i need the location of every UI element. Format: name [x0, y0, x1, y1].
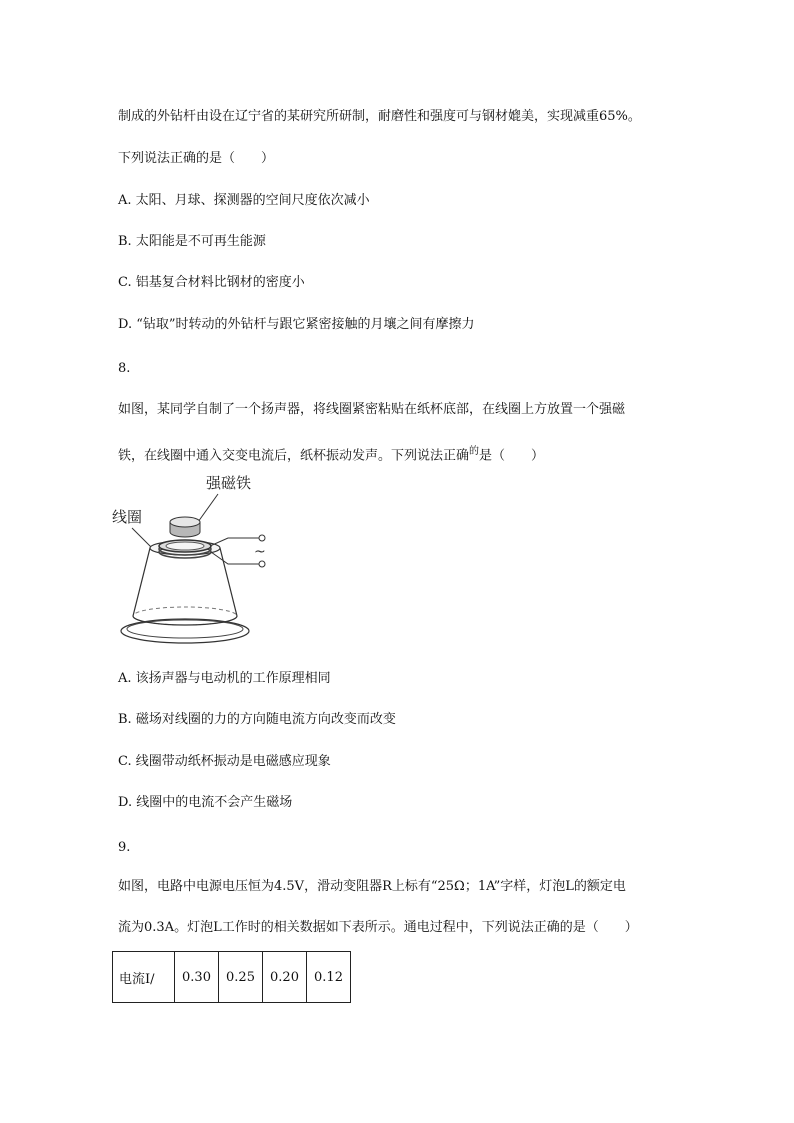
ac-symbol: ~	[254, 544, 266, 560]
q7-option-b: B. 太阳能是不可再生能源	[118, 234, 266, 249]
table-header-current: 电流I/	[113, 952, 175, 1003]
table-cell: 0.30	[175, 952, 219, 1003]
table-cell: 0.25	[219, 952, 263, 1003]
table-cell: 0.12	[307, 952, 351, 1003]
table-cell: 0.20	[263, 952, 307, 1003]
q8-option-c: C. 线圈带动纸杯振动是电磁感应现象	[118, 754, 331, 769]
q7-option-d: D. “钻取”时转动的外钻杆与跟它紧密接触的月壤之间有摩擦力	[118, 317, 475, 332]
q8-option-b: B. 磁场对线圈的力的方向随电流方向改变而改变	[118, 712, 396, 727]
q9-stem-line2: 流为0.3A。灯泡L工作时的相关数据如下表所示。通电过程中，下列说法正确的是（ ）	[118, 920, 638, 935]
speaker-figure	[110, 466, 280, 656]
q7-intro-tail: 制成的外钻杆由设在辽宁省的某研究所研制，耐磨性和强度可与钢材媲美，实现减重65%。	[118, 109, 641, 124]
q8-stem-line2: 铁，在线圈中通入交变电流后，纸杯振动发声。下列说法正确	[118, 448, 470, 464]
lamp-data-table	[112, 951, 351, 1003]
q8-stem-sup: 的	[469, 446, 480, 457]
q8-stem-tail: 是（ ）	[479, 448, 545, 464]
q8-stem-line2-wrap	[118, 443, 544, 465]
q9-stem-line1: 如图，电路中电源电压恒为4.5V，滑动变阻器R上标有“25Ω；1A”字样，灯泡L的额定电	[118, 879, 626, 894]
q7-option-c: C. 铝基复合材料比钢材的密度小	[118, 275, 305, 290]
q8-number: 8.	[118, 361, 131, 376]
q7-prompt: 下列说法正确的是（ ）	[118, 151, 275, 166]
q7-option-a: A. 太阳、月球、探测器的空间尺度依次减小	[118, 193, 370, 208]
coil-label: 线圈	[112, 508, 143, 526]
magnet-label: 强磁铁	[206, 474, 252, 492]
table-row	[113, 952, 351, 1003]
speaker-diagram	[110, 466, 280, 656]
q8-stem-line1: 如图，某同学自制了一个扬声器，将线圈紧密粘贴在纸杯底部，在线圈上方放置一个强磁	[118, 402, 626, 417]
q8-option-d: D. 线圈中的电流不会产生磁场	[118, 795, 293, 810]
q9-number: 9.	[118, 840, 131, 855]
q8-option-a: A. 该扬声器与电动机的工作原理相同	[118, 671, 331, 686]
